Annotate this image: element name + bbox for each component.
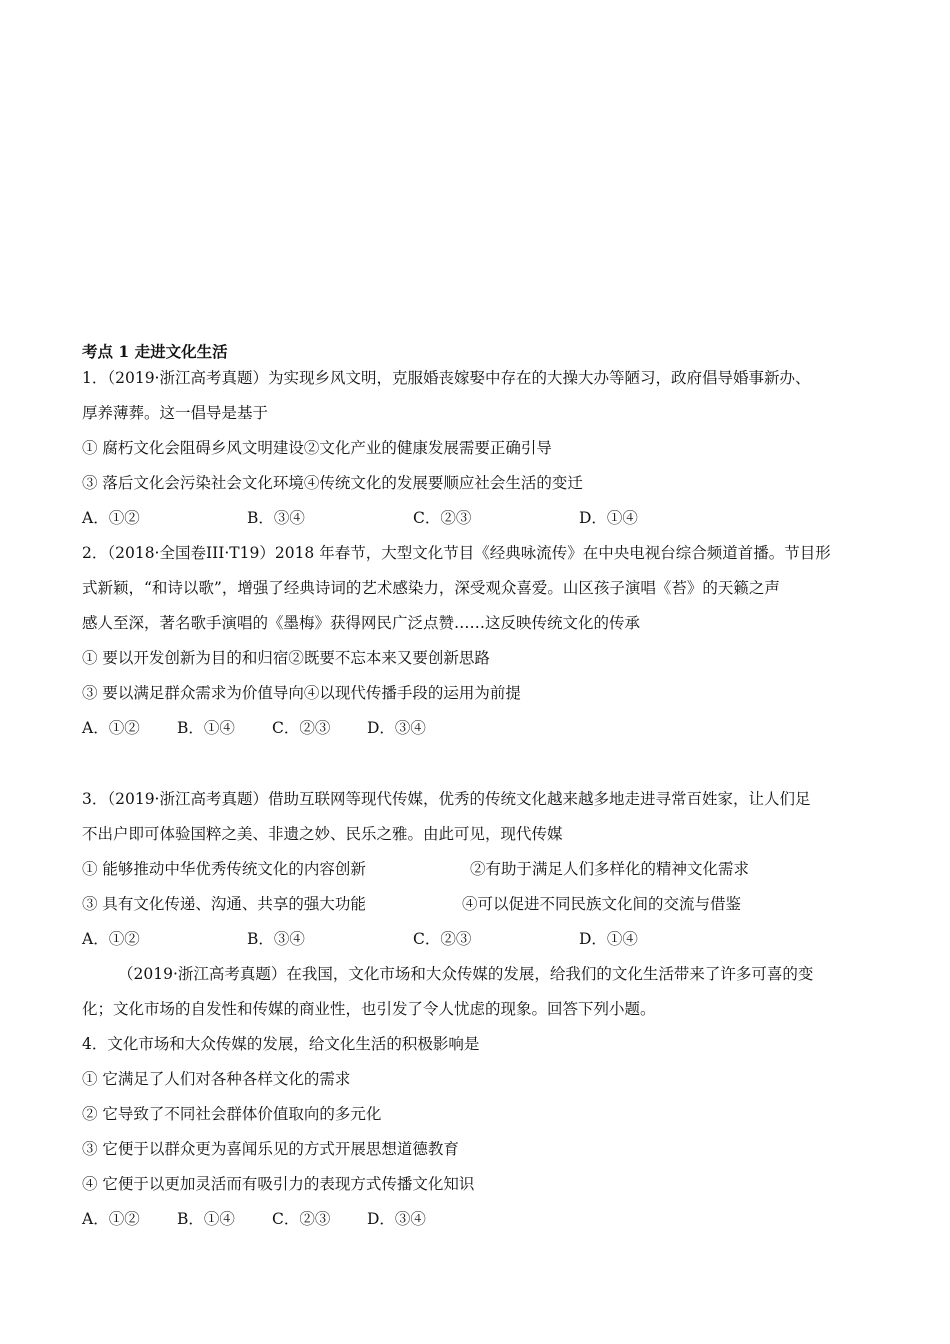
q4-stem: 4．文化市场和大众传媒的发展，给文化生活的积极影响是 xyxy=(82,1035,480,1053)
q3-statement-4: ④可以促进不同民族文化间的交流与借鉴 xyxy=(462,895,742,913)
q3-statement-1: ① 能够推动中华优秀传统文化的内容创新 xyxy=(82,860,366,878)
q1-option-d[interactable]: D．①④ xyxy=(579,509,638,527)
q3-option-a[interactable]: A．①② xyxy=(82,930,140,948)
q4-option-b[interactable]: B．①④ xyxy=(177,1210,235,1228)
q1-option-a[interactable]: A．①② xyxy=(82,509,140,527)
intro-line1: （2019·浙江高考真题）在我国，文化市场和大众传媒的发展，给我们的文化生活带来了许多可喜的变 xyxy=(118,965,814,983)
q3-stem-line2: 不出户即可体验国粹之美、非遗之妙、民乐之雅。由此可见，现代传媒 xyxy=(82,825,563,843)
intro-line2: 化；文化市场的自发性和传媒的商业性，也引发了令人忧虑的现象。回答下列小题。 xyxy=(82,1000,656,1018)
q2-option-a[interactable]: A．①② xyxy=(82,719,140,737)
q1-option-c[interactable]: C．②③ xyxy=(413,509,472,527)
q3-options xyxy=(82,929,882,949)
q4-statement-1: ① 它满足了人们对各种各样文化的需求 xyxy=(82,1070,351,1088)
q2-stem-line3: 感人至深，著名歌手演唱的《墨梅》获得网民广泛点赞……这反映传统文化的传承 xyxy=(82,614,641,632)
q4-option-d[interactable]: D．③④ xyxy=(367,1210,426,1228)
q2-stem-line2: 式新颖，“和诗以歌”，增强了经典诗词的艺术感染力，深受观众喜爱。山区孩子演唱《苔》的天籁之声 xyxy=(82,579,780,597)
q3-option-c[interactable]: C．②③ xyxy=(413,930,472,948)
q1-options xyxy=(82,508,882,528)
q1-option-b[interactable]: B．③④ xyxy=(247,509,305,527)
q4-option-c[interactable]: C．②③ xyxy=(272,1210,331,1228)
q4-options xyxy=(82,1209,882,1229)
q3-statement-3: ③ 具有文化传递、沟通、共享的强大功能 xyxy=(82,895,366,913)
q4-statement-4: ④ 它便于以更加灵活而有吸引力的表现方式传播文化知识 xyxy=(82,1175,475,1193)
q2-option-b[interactable]: B．①④ xyxy=(177,719,235,737)
q2-statements-34: ③ 要以满足群众需求为价值导向④以现代传播手段的运用为前提 xyxy=(82,684,521,702)
q2-stem-line1: 2．（2018·全国卷III·T19）2018 年春节，大型文化节目《经典咏流传》在中央电视台综合频道首播。节目形 xyxy=(82,544,831,562)
q1-statements-12: ① 腐朽文化会阻碍乡风文明建设②文化产业的健康发展需要正确引导 xyxy=(82,439,552,457)
q3-option-d[interactable]: D．①④ xyxy=(579,930,638,948)
q2-statements-12: ① 要以开发创新为目的和归宿②既要不忘本来又要创新思路 xyxy=(82,649,490,667)
section-title: 考点 1 走进文化生活 xyxy=(82,342,228,361)
q2-option-d[interactable]: D．③④ xyxy=(367,719,426,737)
q3-stem-line1: 3．（2019·浙江高考真题）借助互联网等现代传媒，优秀的传统文化越来越多地走进寻常百姓家，让人们足 xyxy=(82,790,811,808)
q3-option-b[interactable]: B．③④ xyxy=(247,930,305,948)
q4-statement-3: ③ 它便于以群众更为喜闻乐见的方式开展思想道德教育 xyxy=(82,1140,459,1158)
q3-statement-2: ②有助于满足人们多样化的精神文化需求 xyxy=(470,860,750,878)
q4-option-a[interactable]: A．①② xyxy=(82,1210,140,1228)
q4-statement-2: ② 它导致了不同社会群体价值取向的多元化 xyxy=(82,1105,382,1123)
q2-option-c[interactable]: C．②③ xyxy=(272,719,331,737)
q1-statements-34: ③ 落后文化会污染社会文化环境④传统文化的发展要顺应社会生活的变迁 xyxy=(82,474,583,492)
q1-stem-line2: 厚养薄葬。这一倡导是基于 xyxy=(82,404,269,422)
q1-stem-line1: 1．（2019·浙江高考真题）为实现乡风文明，克服婚丧嫁娶中存在的大操大办等陋习，政府倡导婚事新办、 xyxy=(82,369,811,387)
q2-options xyxy=(82,718,882,738)
